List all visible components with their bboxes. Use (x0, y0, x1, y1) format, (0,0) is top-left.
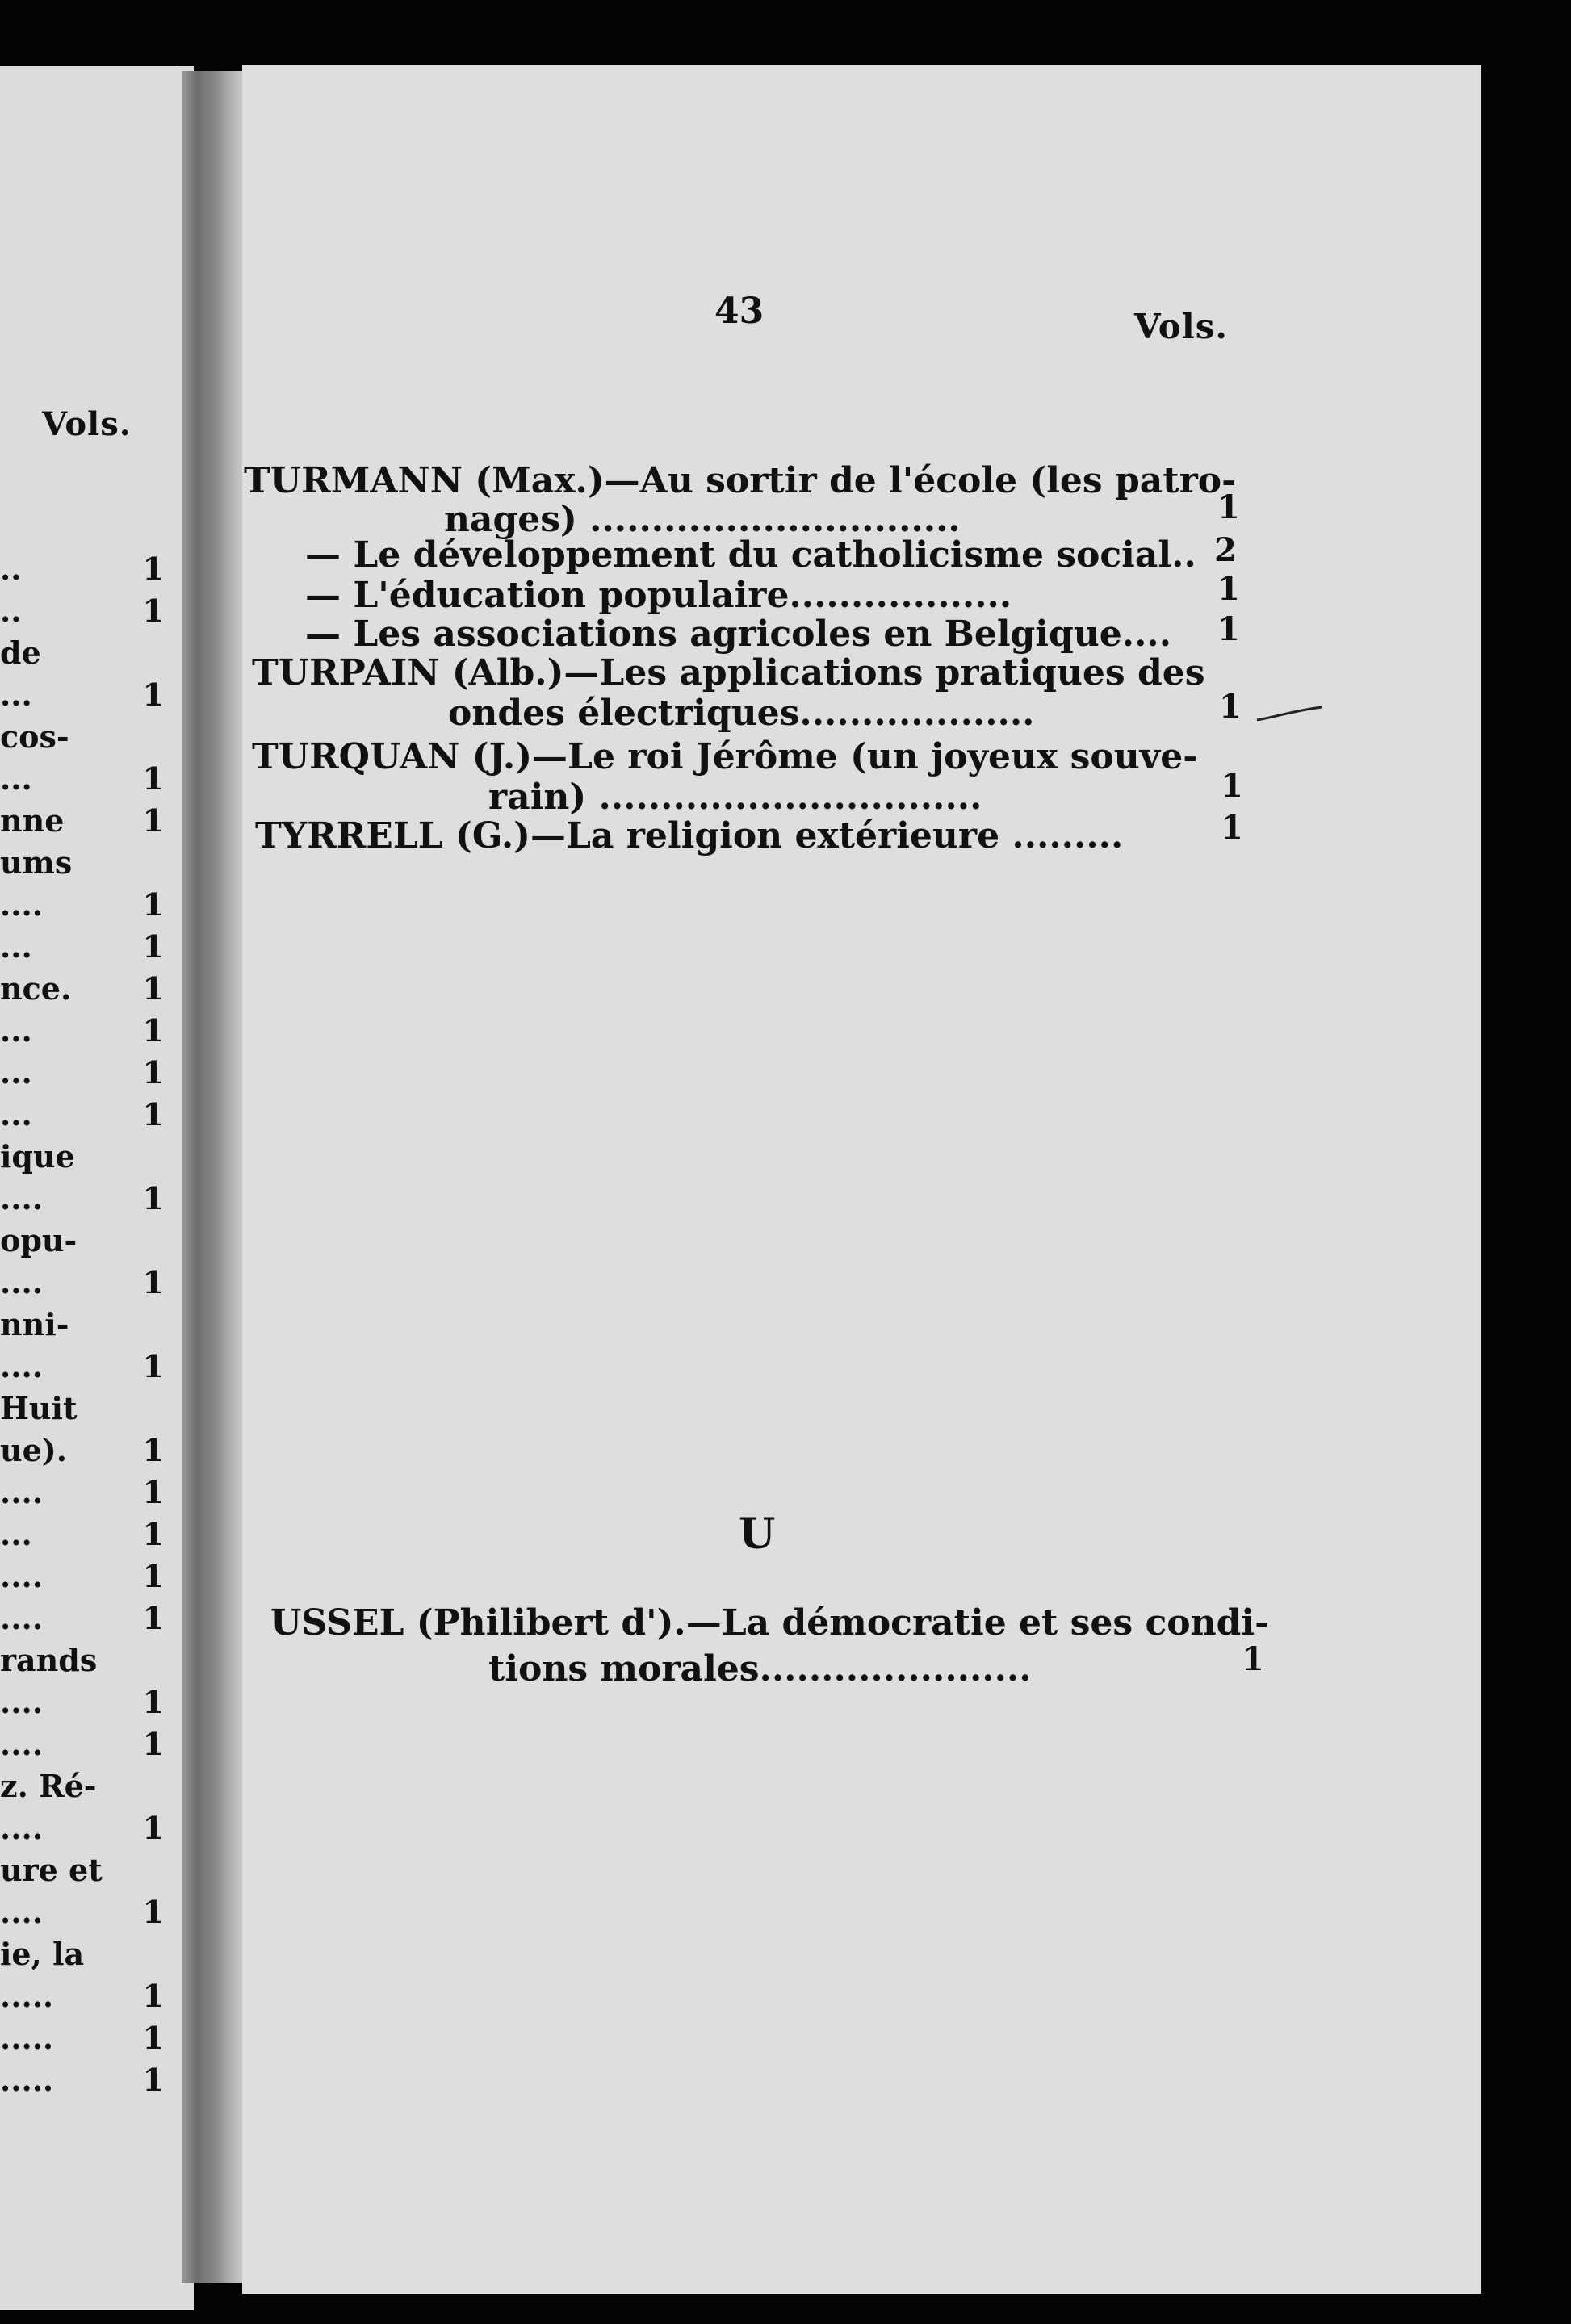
left-page-row (0, 1012, 174, 1053)
left-page-row (0, 1516, 174, 1556)
left-page-row (0, 802, 174, 843)
left-row-vol: 1 (142, 1054, 164, 1091)
left-page-row (0, 1348, 174, 1388)
left-row-vol: 1 (142, 970, 164, 1007)
vols-column-header: Vols. (1134, 307, 1228, 346)
entry-vol: 1 (1221, 767, 1243, 805)
left-page-row (0, 760, 174, 801)
pen-mark (1255, 702, 1324, 727)
left-page-row (0, 551, 174, 591)
left-row-text: ure et (0, 1852, 103, 1888)
left-row-vol: 1 (142, 1474, 164, 1510)
left-row-text: nni- (0, 1306, 69, 1342)
left-row-text: rands (0, 1642, 98, 1678)
left-row-text: .. (0, 593, 22, 629)
left-vols-header: Vols. (42, 405, 132, 443)
left-row-vol: 1 (142, 802, 164, 839)
left-page-row (0, 1096, 174, 1137)
entry-line: — L'éducation populaire.................. (305, 575, 1012, 616)
entry-vol: 1 (1242, 1640, 1264, 1678)
entry-line: TYRRELL (G.)—La religion extérieure ......... (255, 815, 1124, 856)
left-row-vol: 1 (142, 1348, 164, 1384)
left-page-row (0, 1978, 174, 2018)
entry-line: USSEL (Philibert d').—La démocratie et ses condi- (270, 1602, 1270, 1644)
left-row-vol: 1 (142, 676, 164, 713)
left-row-text: .... (0, 1894, 43, 1930)
entry-vol: 2 (1214, 531, 1237, 569)
left-row-vol: 1 (142, 1516, 164, 1552)
entry-vol: 1 (1221, 809, 1243, 847)
left-page-row (0, 1852, 174, 1892)
left-row-text: .... (0, 1180, 43, 1216)
left-page-row (0, 844, 174, 885)
left-row-vol: 1 (142, 2062, 164, 2098)
left-row-vol: 1 (142, 1264, 164, 1300)
left-row-vol: 1 (142, 1600, 164, 1636)
left-page-row (0, 1474, 174, 1514)
left-row-text: z. Ré- (0, 1768, 97, 1804)
left-row-vol: 1 (142, 1894, 164, 1930)
entry-vol: 1 (1217, 570, 1240, 608)
left-page-row (0, 718, 174, 759)
left-row-text: ... (0, 928, 32, 965)
left-row-vol: 1 (142, 1558, 164, 1594)
left-row-text: ... (0, 1054, 32, 1091)
left-page-row (0, 634, 174, 675)
left-row-vol: 1 (142, 886, 164, 923)
left-page-row (0, 970, 174, 1011)
left-page-row (0, 593, 174, 633)
left-row-text: ... (0, 760, 32, 797)
left-page-row (0, 1642, 174, 1682)
entry-line: — Le développement du catholicisme social.. (305, 534, 1196, 576)
left-page (0, 66, 194, 2310)
left-row-text: nce. (0, 970, 72, 1007)
left-page-row (0, 1306, 174, 1346)
entry-line: — Les associations agricoles en Belgique.... (305, 613, 1172, 655)
left-row-text: ... (0, 1516, 32, 1552)
left-row-text: Huit (0, 1390, 78, 1426)
left-page-row (0, 1726, 174, 1766)
left-page-row (0, 1894, 174, 1934)
left-row-text: .... (0, 1474, 43, 1510)
left-row-text: ie, la (0, 1936, 85, 1972)
left-row-text: .... (0, 1726, 43, 1762)
left-row-text: ue). (0, 1432, 68, 1468)
left-row-text: cos- (0, 718, 69, 755)
left-row-vol: 1 (142, 928, 164, 965)
left-row-text: .... (0, 1684, 43, 1720)
left-row-vol: 1 (142, 1180, 164, 1216)
left-page-row (0, 1390, 174, 1430)
entry-line: TURQUAN (J.)—Le roi Jérôme (un joyeux souve- (252, 736, 1198, 777)
left-page-row (0, 1264, 174, 1304)
left-page-row (0, 2020, 174, 2060)
left-row-vol: 1 (142, 1096, 164, 1133)
left-row-text: ..... (0, 2062, 54, 2098)
left-page-row (0, 886, 174, 927)
left-row-vol: 1 (142, 2020, 164, 2056)
left-row-text: opu- (0, 1222, 78, 1258)
left-row-vol: 1 (142, 1012, 164, 1049)
entry-line: tions morales...................... (488, 1648, 1032, 1690)
left-page-row (0, 1768, 174, 1808)
main-page (242, 65, 1481, 2294)
left-page-row (0, 1222, 174, 1262)
left-row-vol: 1 (142, 1810, 164, 1846)
left-page-row (0, 1936, 174, 1976)
left-row-text: nne (0, 802, 65, 839)
entry-line: TURPAIN (Alb.)—Les applications pratiques des (252, 652, 1205, 693)
left-page-row (0, 1054, 174, 1095)
left-row-vol: 1 (142, 1684, 164, 1720)
left-page-row (0, 2062, 174, 2102)
left-page-row (0, 1684, 174, 1724)
left-page-row (0, 1432, 174, 1472)
left-row-text: .... (0, 886, 43, 923)
left-row-text: .... (0, 1810, 43, 1846)
left-row-vol: 1 (142, 760, 164, 797)
left-row-text: .... (0, 1348, 43, 1384)
entry-line: nages) .............................. (444, 499, 961, 540)
left-row-text: ... (0, 676, 32, 713)
entry-line: ondes électriques................... (448, 693, 1035, 734)
entry-vol: 1 (1217, 488, 1240, 526)
left-row-vol: 1 (142, 1978, 164, 2014)
left-row-text: ... (0, 1096, 32, 1133)
left-row-text: ..... (0, 1978, 54, 2014)
left-row-vol: 1 (142, 1432, 164, 1468)
left-row-vol: 1 (142, 593, 164, 629)
left-page-row (0, 1810, 174, 1850)
entry-line: rain) ............................... (488, 777, 982, 818)
section-letter-u: U (739, 1510, 776, 1559)
left-page-row (0, 1138, 174, 1179)
left-row-text: ... (0, 1012, 32, 1049)
left-row-text: ..... (0, 2020, 54, 2056)
left-row-text: .... (0, 1558, 43, 1594)
left-row-text: ique (0, 1138, 75, 1175)
left-page-row (0, 928, 174, 969)
left-row-text: .. (0, 551, 22, 587)
left-row-text: .... (0, 1264, 43, 1300)
left-row-text: ums (0, 844, 73, 881)
page-number: 43 (714, 291, 765, 332)
left-row-vol: 1 (142, 551, 164, 587)
left-row-text: .... (0, 1600, 43, 1636)
entry-line: TURMANN (Max.)—Au sortir de l'école (les patro- (244, 460, 1237, 501)
left-page-row (0, 676, 174, 717)
entry-vol: 1 (1219, 688, 1242, 726)
left-page-row (0, 1600, 174, 1640)
left-row-vol: 1 (142, 1726, 164, 1762)
left-row-text: de (0, 634, 41, 671)
left-page-row (0, 1558, 174, 1598)
left-page-row (0, 1180, 174, 1221)
entry-vol: 1 (1217, 610, 1240, 648)
